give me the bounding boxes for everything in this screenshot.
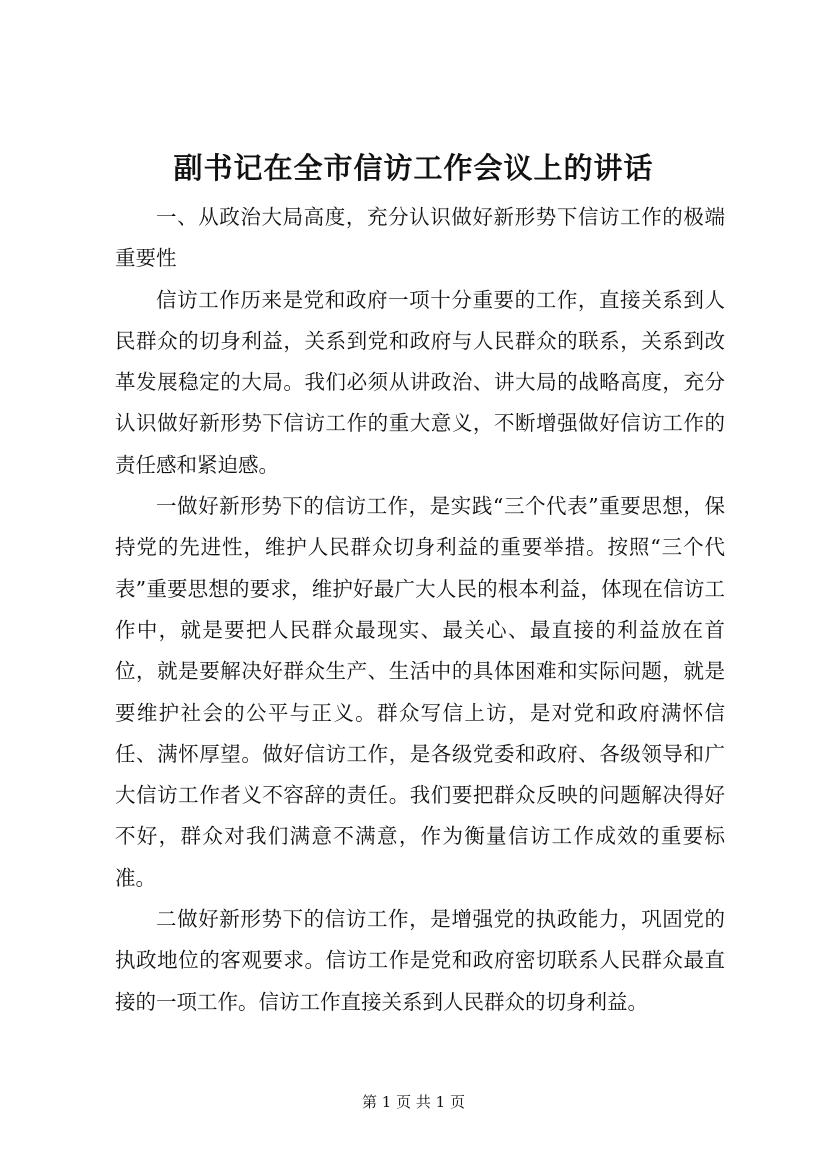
body-paragraph: 一做好新形势下的信访工作，是实践“三个代表”重要思想，保持党的先进性，维护人民群众切身利益的重要举措。按照“三个代表”重要思想的要求，维护好最广大人民的根本利益，体现在信访工作中，就是要把人民群众最现实、最关心、最直接的利益放在首位，就是要解决好群众生产、生活中的具体困难和实际问题，就是要维护社会的公平与正义。群众写信上访，是对党和政府满怀信任、满怀厚望。做好信访工作，是各级党委和政府、各级领导和广大信访工作者义不容辞的责任。我们要把群众反映的问题解决得好不好，群众对我们满意不满意，作为衡量信访工作成效的重要标准。: [115, 494, 725, 890]
body-paragraph: 二做好新形势下的信访工作，是增强党的执政能力，巩固党的执政地位的客观要求。信访工作是党和政府密切联系人民群众最直接的一项工作。信访工作直接关系到人民群众的切身利益。: [115, 907, 725, 1014]
page-footer: 第 1 页 共 1 页: [362, 1093, 465, 1111]
body-paragraph: 信访工作历来是党和政府一项十分重要的工作，直接关系到人民群众的切身利益，关系到党和政府与人民群众的联系，关系到改革发展稳定的大局。我们必须从讲政治、讲大局的战略高度，充分认识做好新形势下信访工作的重大意义，不断增强做好信访工作的责任感和紧迫感。: [115, 287, 725, 477]
document-body: [115, 197, 725, 1023]
document-title: 副书记在全市信访工作会议上的讲话: [173, 151, 654, 185]
section-heading: 一、从政治大局高度，充分认识做好新形势下信访工作的极端重要性: [115, 205, 725, 271]
